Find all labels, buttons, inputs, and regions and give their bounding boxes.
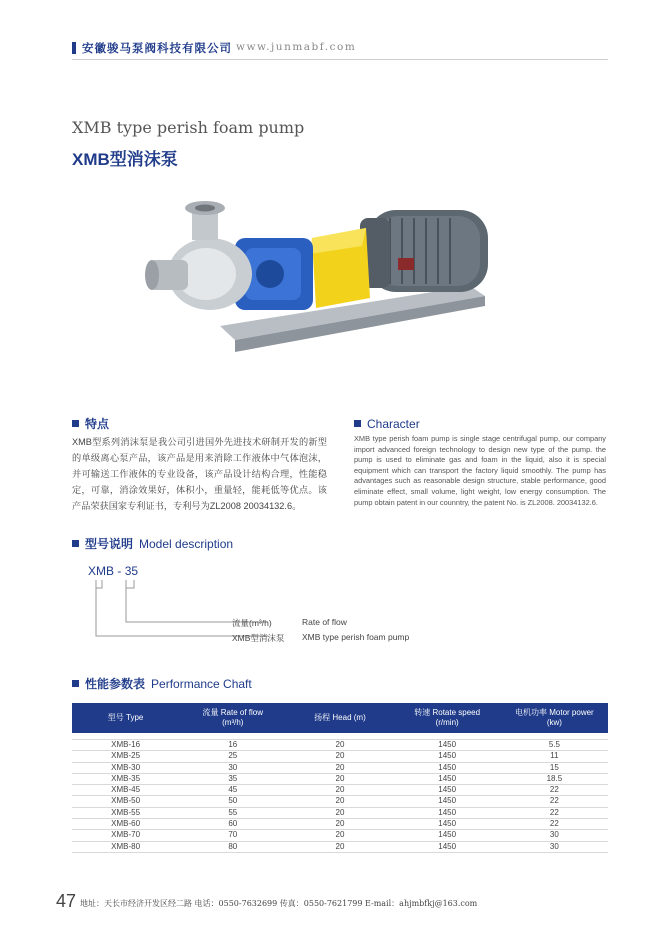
table-cell: XMB-55	[72, 807, 179, 818]
table-cell: 20	[286, 796, 393, 807]
square-bullet-icon	[354, 420, 361, 427]
performance-table	[72, 703, 608, 853]
table-cell: XMB-50	[72, 796, 179, 807]
table-cell: 20	[286, 841, 393, 852]
table-cell: 20	[286, 762, 393, 773]
table-row	[72, 751, 608, 762]
table-cell: 45	[179, 785, 286, 796]
table-cell: 30	[501, 830, 608, 841]
table-cell: XMB-60	[72, 819, 179, 830]
model-flow-cn: 流量(m³/h)	[232, 618, 272, 628]
product-title-cn: XMB型消沫泵	[72, 150, 178, 169]
square-bullet-icon	[72, 540, 79, 547]
table-cell: 1450	[394, 796, 501, 807]
table-cell: 1450	[394, 819, 501, 830]
page-number: 47	[56, 891, 77, 911]
features-body-cn: XMB型系列消沫泵是我公司引进国外先进技术研制开发的新型的单级离心泵产品，该产品是用来消除工作液体中气体泡沫，并可输送工作液体的专业设备，该产品设计结构合理，性能稳定，可靠，消涂效果好，体积小，重量轻，能耗低等优点。该产品荣获国家专利证书，专利号为ZL2008 20034132.6。	[72, 437, 327, 511]
table-cell: XMB-35	[72, 773, 179, 784]
table-row	[72, 773, 608, 784]
model-type-en: XMB type perish foam pump	[302, 632, 410, 642]
table-cell: 1450	[394, 773, 501, 784]
table-cell: 20	[286, 740, 393, 751]
table-cell: 1450	[394, 830, 501, 841]
table-cell: 55	[179, 807, 286, 818]
col-header-power: 电机功率 Motor power (kw)	[501, 703, 608, 733]
col-header-flow: 流量 Rate of flow (m³/h)	[179, 703, 286, 733]
table-row	[72, 740, 608, 751]
table-cell: 1450	[394, 785, 501, 796]
col-header-type: 型号 Type	[72, 703, 179, 733]
pump-photo	[140, 188, 500, 368]
table-cell: 50	[179, 796, 286, 807]
square-bullet-icon	[72, 420, 79, 427]
table-row	[72, 830, 608, 841]
table-cell: XMB-25	[72, 751, 179, 762]
product-title-en: XMB type perish foam pump	[72, 118, 305, 137]
col-header-head: 扬程 Head (m)	[286, 703, 393, 733]
model-heading: 型号说明 Model description	[72, 535, 233, 552]
table-cell: 1450	[394, 841, 501, 852]
table-cell: 20	[286, 807, 393, 818]
col-header-speed: 转速 Rotate speed (r/min)	[394, 703, 501, 733]
performance-heading: 性能参数表 Performance Chaft	[72, 675, 252, 692]
features-heading-en: Character	[354, 417, 420, 431]
table-cell: 20	[286, 751, 393, 762]
table-cell: 1450	[394, 807, 501, 818]
table-cell: 1450	[394, 762, 501, 773]
company-url[interactable]: www.junmabf.com	[236, 41, 357, 53]
table-cell: 5.5	[501, 740, 608, 751]
table-cell: 70	[179, 830, 286, 841]
table-cell: 11	[501, 751, 608, 762]
table-cell: 20	[286, 773, 393, 784]
table-row	[72, 841, 608, 852]
table-cell: 16	[179, 740, 286, 751]
table-row	[72, 819, 608, 830]
table-row	[72, 807, 608, 818]
table-cell: XMB-70	[72, 830, 179, 841]
table-row	[72, 785, 608, 796]
model-flow-en: Rate of flow	[302, 617, 347, 627]
header-accent-bar	[72, 42, 76, 54]
table-cell: 20	[286, 785, 393, 796]
features-heading-cn: 特点	[72, 415, 109, 432]
model-leader-lines	[88, 578, 278, 640]
footer-contact: 地址：天长市经济开发区经二路 电话：0550-7632699 传真：0550-7621799 E-mail：ahjmbfkj@163.com	[80, 899, 478, 908]
header-divider	[72, 59, 608, 60]
model-code	[88, 564, 138, 578]
company-name: 安徽骏马泵阀科技有限公司	[82, 43, 232, 55]
table-cell: 22	[501, 785, 608, 796]
table-cell: 20	[286, 819, 393, 830]
table-cell: 60	[179, 819, 286, 830]
table-cell: 18.5	[501, 773, 608, 784]
table-cell: XMB-80	[72, 841, 179, 852]
square-bullet-icon	[72, 680, 79, 687]
table-cell: 80	[179, 841, 286, 852]
table-cell: 22	[501, 796, 608, 807]
table-row	[72, 796, 608, 807]
features-body-en: XMB type perish foam pump is single stage centrifugal pump, our company import advanced foreign technology to design new type of the pump. the pump is used to eliminate gas and foam in the liquid, also it is special equipment which can transport the factory liquid smoothly. The pump has advantages such as reasonable design structure, stable performance, good eliminate effect, small volume, light weight, low energy consumption. The pump obtain patent in our counntry, the patent No. is ZL2008. 20034132.6.	[354, 434, 606, 507]
table-cell: XMB-16	[72, 740, 179, 751]
model-code-number: 35	[124, 564, 139, 578]
table-cell: 30	[179, 762, 286, 773]
table-cell: 1450	[394, 751, 501, 762]
table-cell: 20	[286, 830, 393, 841]
table-cell: 22	[501, 819, 608, 830]
table-cell: 1450	[394, 740, 501, 751]
model-type-cn: XMB型消沫泵	[232, 633, 285, 643]
table-cell: 35	[179, 773, 286, 784]
model-code-prefix: XMB	[88, 564, 115, 578]
table-header-row	[72, 703, 608, 733]
table-cell: 30	[501, 841, 608, 852]
model-code-sep: -	[114, 564, 125, 578]
table-cell: XMB-45	[72, 785, 179, 796]
table-row	[72, 762, 608, 773]
table-cell: XMB-30	[72, 762, 179, 773]
table-cell: 15	[501, 762, 608, 773]
table-cell: 22	[501, 807, 608, 818]
table-cell: 25	[179, 751, 286, 762]
